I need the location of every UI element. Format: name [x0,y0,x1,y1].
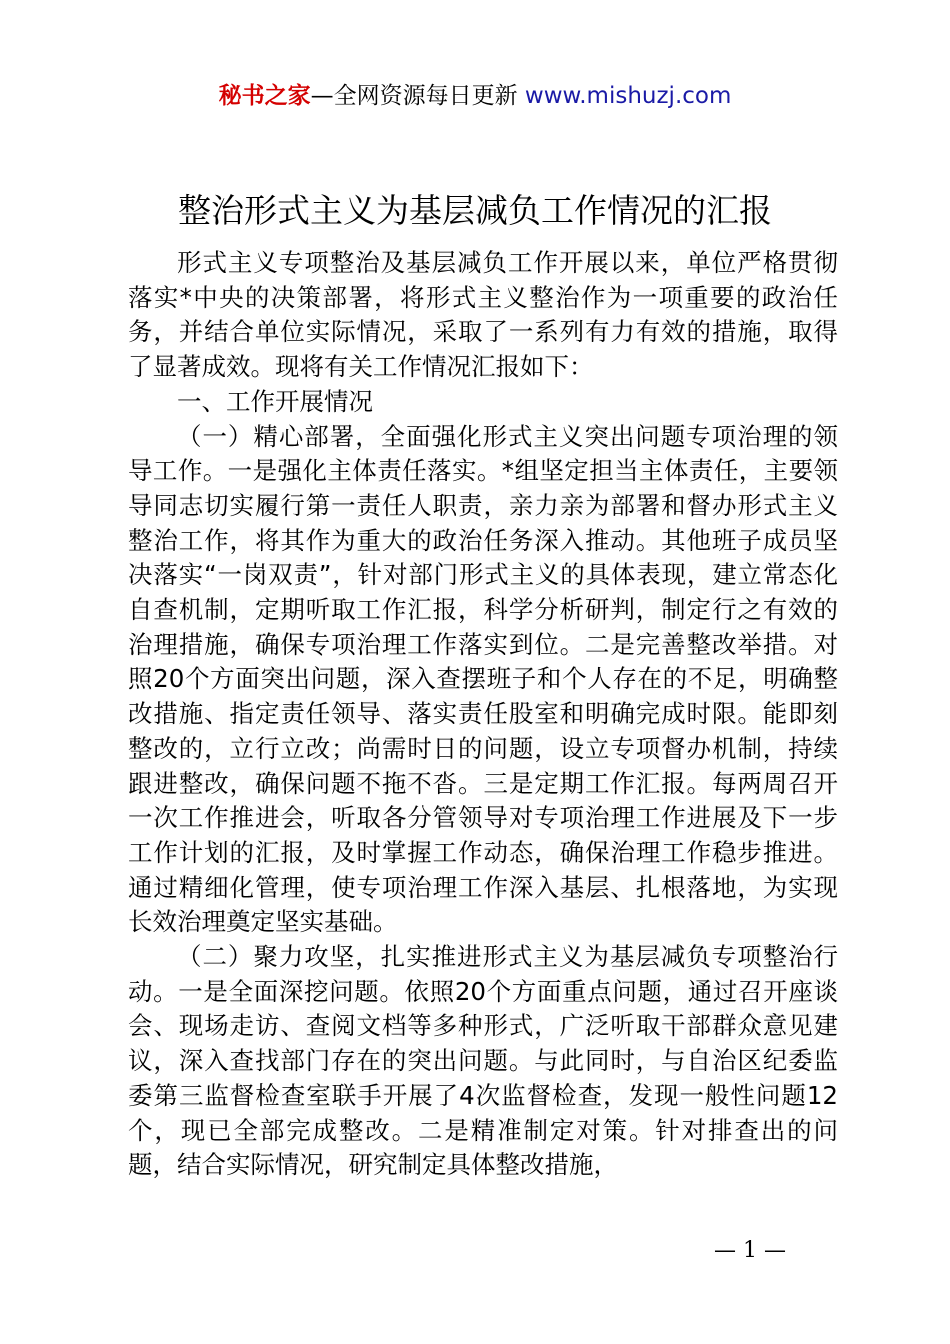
site-banner [0,78,950,114]
document-body [128,246,838,1183]
section-heading: 一、工作开展情况 [177,386,373,416]
brand-name: 秘书之家 [218,83,311,109]
body-paragraph: （二）聚力攻坚，扎实推进形式主义为基层减负专项整治行动。一是全面深挖问题。依照20个方面重点问题，通过召开座谈会、现场走访、查阅文档等多种形式，广泛听取干部群众意见建议，深入查找部门存在的突出问题。与此同时，与自治区纪委监委第三监督检查室联手开展了4次监督检查，发现一般性问题12个，现已全部完成整改。二是精准制定对策。针对排查出的问题，结合实际情况，研究制定具体整改措施， [128,942,838,1180]
banner-slogan: —全网资源每日更新 [310,83,518,109]
intro-paragraph: 形式主义专项整治及基层减负工作开展以来，单位严格贯彻落实*中央的决策部署，将形式主义整治作为一项重要的政治任务，并结合单位实际情况，采取了一系列有力有效的措施，取得了显著成效。现将有关工作情况汇报如下： [128,248,838,382]
document-title: 整治形式主义为基层减负工作情况的汇报 [178,191,772,230]
page-number: — 1 — [714,1238,786,1263]
site-url-link[interactable]: www.mishuzj.com [524,83,732,109]
body-paragraph: （一）精心部署，全面强化形式主义突出问题专项治理的领导工作。一是强化主体责任落实。*组坚定担当主体责任，主要领导同志切实履行第一责任人职责，亲力亲为部署和督办形式主义整治工作，将其作为重大的政治任务深入推动。其他班子成员坚决落实“一岗双责”，针对部门形式主义的具体表现，建立常态化自查机制，定期听取工作汇报，科学分析研判，制定行之有效的治理措施，确保专项治理工作落实到位。二是完善整改举措。对照20个方面突出问题，深入查摆班子和个人存在的不足，明确整改措施、指定责任领导、落实责任股室和明确完成时限。能即刻整改的，立行立改；尚需时日的问题，设立专项督办机制，持续跟进整改，确保问题不拖不沓。三是定期工作汇报。每两周召开一次工作推进会，听取各分管领导对专项治理工作进展及下一步工作计划的汇报，及时掌握工作动态，确保治理工作稳步推进。通过精细化管理，使专项治理工作深入基层、扎根落地，为实现长效治理奠定坚实基础。 [128,421,838,937]
